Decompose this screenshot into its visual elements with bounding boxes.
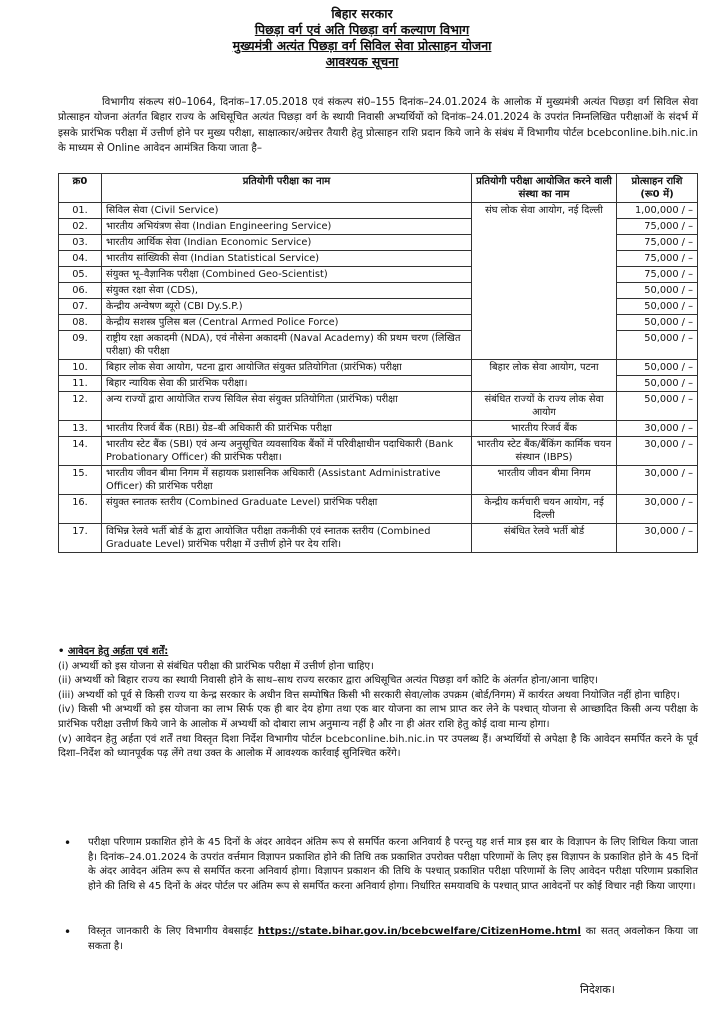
table-row [59, 466, 698, 495]
row-exam: भारतीय रिजर्व बैंक (RBI) ग्रेड–बी अधिकारी की प्रारंभिक परीक्षा [102, 421, 472, 437]
intro-text: विभागीय संकल्प सं0–1064, दिनांक–17.05.2018 एवं संकल्प सं0–155 दिनांक–24.01.2024 के आलोक में मुख्यमंत्री अत्यंत पिछड़ा वर्ग सिविल सेवा प्रोत्साहन योजना अंतर्गत बिहार राज्य के अधिसूचित अत्यंत पिछड़ा वर्ग के स्थायी निवासी अभ्यर्थियों को दिनांक–24.01.2024 के उपरांत निम्नलिखित परीक्षाओं के संदर्भ में इसके प्रारंभिक परीक्षा में उत्तीर्ण होने पर मुख्य परीक्षा, साक्षात्कार/अग्रेत्तर तैयारी हेतु प्रोत्साहन राशि प्रदान किये जाने के संबंध में विभागीय पोर्टल bcebconline.bih.nic.in के माध्यम से Online आवेदन आमंत्रित किया जाता है– [58, 97, 698, 155]
row-org-bpsc: बिहार लोक सेवा आयोग, पटना [472, 360, 617, 392]
condition-item: (v) आवेदन हेतु अर्हता एवं शर्तें तथा विस्तृत दिशा निर्देश विभागीय पोर्टल bcebconline.bih.nic.in पर उपलब्ध हैं। अभ्यर्थियों से अपेक्षा है कि आवेदन समर्पित करने के पूर्व दिशा–निर्देश को ध्यानपूर्वक पढ़ लेंगे तथा उक्त के आलोक में आवश्यक कार्रवाई सुनिश्चित करेंगे। [58, 733, 698, 760]
row-sn: 12. [59, 392, 102, 421]
col-amount: प्रोत्साहन राशि (रू0 में) [617, 174, 698, 203]
header-dept: पिछड़ा वर्ग एवं अति पिछड़ा वर्ग कल्याण विभाग [254, 22, 470, 37]
row-exam: भारतीय अभियंत्रण सेवा (Indian Engineering Service) [102, 219, 472, 235]
bullet-deadline [58, 836, 698, 894]
row-exam: संयुक्त स्नातक स्तरीय (Combined Graduate Level) प्रारंभिक परीक्षा [102, 495, 472, 524]
website-after: का सतत् अवलोकन किया जा सकता है। [88, 926, 698, 952]
row-sn: 13. [59, 421, 102, 437]
row-sn: 11. [59, 376, 102, 392]
row-exam: भारतीय सांख्यिकी सेवा (Indian Statistical Service) [102, 251, 472, 267]
table-row [59, 421, 698, 437]
row-sn: 09. [59, 331, 102, 360]
header-scheme: मुख्यमंत्री अत्यंत पिछड़ा वर्ग सिविल सेवा प्रोत्साहन योजना [232, 38, 492, 53]
row-exam: केन्द्रीय सशस्त्र पुलिस बल (Central Armed Police Force) [102, 315, 472, 331]
website-link[interactable]: https://state.bihar.gov.in/bcebcwelfare/CitizenHome.html [257, 926, 581, 937]
col-exam: प्रतियोगी परीक्षा का नाम [102, 174, 472, 203]
row-exam: अन्य राज्यों द्वारा आयोजित राज्य सिविल सेवा संयुक्त प्रतियोगिता (प्रारंभिक) परीक्षा [102, 392, 472, 421]
row-exam: बिहार लोक सेवा आयोग, पटना द्वारा आयोजित संयुक्त प्रतियोगिता (प्रारंभिक) परीक्षा [102, 360, 472, 376]
table-row [59, 203, 698, 219]
row-sn: 17. [59, 524, 102, 553]
header-notice: आवश्यक सूचना [325, 54, 399, 69]
row-exam: भारतीय आर्थिक सेवा (Indian Economic Service) [102, 235, 472, 251]
col-org: प्रतियोगी परीक्षा आयोजित करने वाली संस्था का नाम [472, 174, 617, 203]
condition-item: (iv) किसी भी अभ्यर्थी को इस योजना का लाभ सिर्फ एक ही बार देय होगा तथा एक बार योजना का लाभ प्राप्त कर लेने के पश्चात् योजना से आच्छादित किसी अन्य परीक्षा के प्रारंभिक परीक्षा उत्तीर्ण किये जाने के आलोक में अभ्यर्थी को दोबारा लाभ अनुमान्य नहीं है और ना ही अंतर राशि हेतु कोई दावा मान्य होगा। [58, 704, 698, 730]
row-amount: 30,000 / – [617, 437, 698, 466]
website-before: विस्तृत जानकारी के लिए विभागीय वेबसाईट [88, 926, 254, 937]
row-amount: 75,000 / – [617, 251, 698, 267]
row-org: भारतीय स्टेट बैंक/बैंकिंग कार्मिक चयन संस्थान (IBPS) [472, 437, 617, 466]
row-sn: 01. [59, 203, 102, 219]
condition-item: (ii) अभ्यर्थी को बिहार राज्य का स्थायी निवासी होने के साथ–साथ राज्य सरकार द्वारा अधिसूचित अत्यंत पिछड़ा वर्ग कोटि के अंतर्गत होना/आना चाहिए। [58, 675, 599, 687]
row-exam: संयुक्त रक्षा सेवा (CDS), [102, 283, 472, 299]
bullet-website-text [88, 925, 698, 954]
condition-item: (iii) अभ्यर्थी को पूर्व से किसी राज्य या केन्द्र सरकार के अधीन वित्त सम्पोषित किसी भी सरकारी सेवा/लोक उपक्रम (बोर्ड/निगम) में कार्यरत अथवा नियोजित नहीं होना चाहिए। [58, 689, 680, 701]
conditions-title: • आवेदन हेतु अर्हता एवं शर्तें: [58, 646, 169, 657]
condition-item: (i) अभ्यर्थी को इस योजना से संबंधित परीक्षा की प्रारंभिक परीक्षा में उत्तीर्ण होना चाहिए। [58, 660, 374, 672]
row-amount: 50,000 / – [617, 392, 698, 421]
row-sn: 02. [59, 219, 102, 235]
row-amount: 1,00,000 / – [617, 203, 698, 219]
table-row [59, 437, 698, 466]
row-sn: 10. [59, 360, 102, 376]
row-exam: भारतीय जीवन बीमा निगम में सहायक प्रशासनिक अधिकारी (Assistant Administrative Officer) की प्रारंभिक परीक्षा [102, 466, 472, 495]
row-sn: 08. [59, 315, 102, 331]
header [0, 6, 724, 70]
table-row [59, 495, 698, 524]
bullet-icon: • [64, 836, 72, 850]
row-amount: 30,000 / – [617, 524, 698, 553]
row-amount: 50,000 / – [617, 331, 698, 360]
row-org: संबंधित रेलवे भर्ती बोर्ड [472, 524, 617, 553]
row-exam: विभिन्न रेलवे भर्ती बोर्ड के द्वारा आयोजित परीक्षा तकनीकी एवं स्नातक स्तरीय (Combined Graduate Level) प्रारंभिक परीक्षा में उत्तीर्ण होने पर देय राशि। [102, 524, 472, 553]
signature: निदेशक। [580, 983, 615, 996]
table-header-row [59, 174, 698, 203]
row-amount: 50,000 / – [617, 315, 698, 331]
row-sn: 15. [59, 466, 102, 495]
row-exam: संयुक्त भू–वैज्ञानिक परीक्षा (Combined Geo-Scientist) [102, 267, 472, 283]
row-sn: 14. [59, 437, 102, 466]
row-amount: 50,000 / – [617, 360, 698, 376]
header-govt: बिहार सरकार [331, 6, 393, 21]
row-amount: 50,000 / – [617, 376, 698, 392]
row-exam: राष्ट्रीय रक्षा अकादमी (NDA), एवं नौसेना अकादमी (Naval Academy) की प्रथम चरण (लिखित परीक्षा) की परीक्षा [102, 331, 472, 360]
row-org-upsc: संघ लोक सेवा आयोग, नई दिल्ली [472, 203, 617, 360]
row-sn: 07. [59, 299, 102, 315]
bullet-deadline-text: परीक्षा परिणाम प्रकाशित होने के 45 दिनों के अंदर आवेदन अंतिम रूप से समर्पित करना अनिवार्य है परन्तु यह शर्त्त मात्र इस बार के विज्ञापन के लिए शिथिल किया जाता है। दिनांक–24.01.2024 के उपरांत वर्त्तमान विज्ञापन प्रकाशित होने की तिथि तक प्रकाशित उपरोक्त परीक्षा परिणामों के लिए इस विज्ञापन के प्रकाशित होने के 45 दिनों के अंदर आवेदन अंतिम रूप से समर्पित करना अनिवार्य होगा। विज्ञापन प्रकाशन की तिथि के पश्चात् प्रकाशित परीक्षा परिणामों के लिए आवेदन परीक्षा परिणाम प्रकाशित होने की तिथि से 45 दिनों के अंदर पोर्टल पर अंतिम रूप से समर्पित करना अनिवार्य होगा। निर्धारित समयावधि के पश्चात् प्राप्त आवेदनों पर कोई विचार नही किया जाएगा। [88, 837, 698, 892]
bullet-icon: • [64, 925, 72, 939]
row-amount: 30,000 / – [617, 421, 698, 437]
row-amount: 50,000 / – [617, 299, 698, 315]
intro-paragraph [58, 95, 698, 157]
row-sn: 16. [59, 495, 102, 524]
row-amount: 75,000 / – [617, 235, 698, 251]
row-org: भारतीय जीवन बीमा निगम [472, 466, 617, 495]
row-exam: सिविल सेवा (Civil Service) [102, 203, 472, 219]
row-amount: 30,000 / – [617, 466, 698, 495]
table-row [59, 392, 698, 421]
row-sn: 06. [59, 283, 102, 299]
col-sn: क्र0 [59, 174, 102, 203]
row-amount: 50,000 / – [617, 283, 698, 299]
scheme-table [58, 173, 698, 553]
row-amount: 30,000 / – [617, 495, 698, 524]
row-amount: 75,000 / – [617, 219, 698, 235]
row-sn: 04. [59, 251, 102, 267]
row-org: संबंधित राज्यों के राज्य लोक सेवा आयोग [472, 392, 617, 421]
row-exam: बिहार न्यायिक सेवा की प्रारंभिक परीक्षा। [102, 376, 472, 392]
bullet-icon: • [58, 646, 68, 657]
row-sn: 05. [59, 267, 102, 283]
row-amount: 75,000 / – [617, 267, 698, 283]
row-exam: भारतीय स्टेट बैंक (SBI) एवं अन्य अनुसूचित व्यवसायिक बैंकों में परिवीक्षाधीन पदाधिकारी (Bank Probationary Officer) की प्रारंभिक परीक्षा। [102, 437, 472, 466]
bullet-website [58, 925, 698, 954]
table-row [59, 360, 698, 376]
row-org: केन्द्रीय कर्मचारी चयन आयोग, नई दिल्ली [472, 495, 617, 524]
row-org: भारतीय रिजर्व बैंक [472, 421, 617, 437]
table-row [59, 524, 698, 553]
conditions [58, 645, 698, 762]
row-sn: 03. [59, 235, 102, 251]
row-exam: केन्द्रीय अन्वेषण ब्यूरो (CBI Dy.S.P.) [102, 299, 472, 315]
